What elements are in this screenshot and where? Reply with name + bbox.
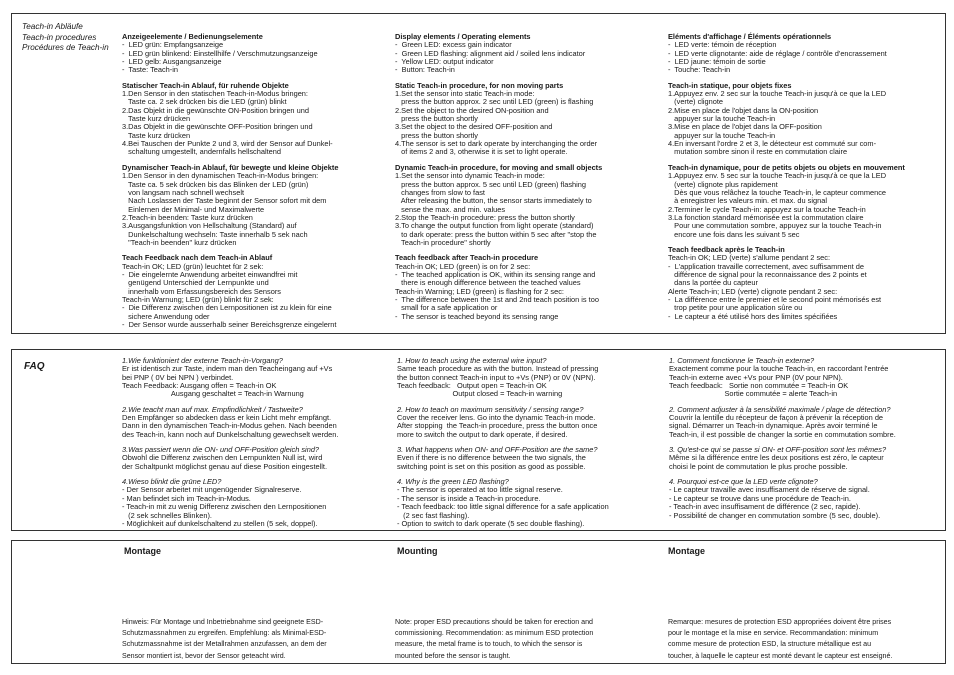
text-line: Taste kurz drücken [122,130,191,140]
faq-question: 1.Wie funktioniert der externe Teach-in-Vorgang? [122,356,283,365]
text-line: - The teached application is OK, within its sensing range and [395,269,596,279]
section-heading: Teach-in statique, pour objets fixes [668,80,792,90]
text-line: Taste ca. 2 sek drücken bis die LED (grün) blinkt [122,97,287,107]
text-line: 3.Mise en place de l'objet dans la OFF-position [668,122,822,132]
text-line: After stopping the Teach-in procedure, press the button once [397,421,598,431]
note-line: Remarque: mesures de protection ESD appropriées doivent être prises [668,618,892,626]
text-line: Teach-in procedure" shortly [395,237,491,247]
faq-question: 1. Comment fonctionne le Teach-in externe? [669,356,815,365]
section-label-de: Teach-in Abläufe [22,22,83,31]
text-line: des Teach-in, kann noch auf Dunkelschaltung gewechselt werden. [122,429,339,439]
text-line: appuyer sur la touche Teach-in [668,130,776,140]
text-line: - The sensor is operated at too little signal reserve. [397,485,563,495]
text-line: Same teach procedure as with the button. Instead of pressing [397,364,599,374]
text-line: - The sensor is teached beyond its sensing range [395,311,559,321]
note-line: Note: proper ESD precautions should be taken for erection and [395,618,593,626]
text-line: 4.En inversant l'ordre 2 et 3, le détecteur est commuté sur com- [668,139,877,149]
text-line: Teach Feedback: Ausgang offen = Teach-in OK [122,381,277,391]
text-line: sichere Anwendung oder [122,311,210,321]
text-line: 1.Set the sensor into static Teach-in mode: [395,89,535,99]
text-line: 1.Appuyez env. 2 sec sur la touche Teach-in jusqu'à ce que la LED [668,89,887,99]
section-heading: Dynamischer Teach-in Ablauf, für bewegte und kleine Objekte [122,162,339,172]
faq-label: FAQ [24,361,45,372]
faq-question: 4. Why is the green LED flashing? [397,477,509,487]
note-line: Schutzmassnahme ist der Metallrahmen anzufassen, an dem der [122,640,327,649]
text-line: press the button approx. 5 sec until LED (green) flashing [395,179,587,189]
text-line: changes from slow to fast [395,187,485,197]
text-line: - LED gelb: Ausgangsanzeige [122,57,222,67]
mounting-title-en: Mounting [397,546,438,556]
text-line: press the button approx. 2 sec until LED (green) is flashing [395,97,594,107]
text-line: Nach Loslassen der Taste beginnt der Sensor sofort mit dem [122,196,327,206]
section-heading: Teach feedback après le Teach-in [668,244,785,254]
text-line: 3.Das Objekt in die gewünschte OFF-Position bringen und [122,122,313,132]
text-line: - Yellow LED: output indicator [395,57,494,67]
text-line: encore une fois dans les suivant 5 sec [668,229,800,239]
note-line: measure, the metal frame is to touch, to which the sensor is [395,640,583,649]
text-line: Couvrir la lentille du récepteur de façon à prévenir la réception de [669,413,884,423]
text-line: 2.Teach-in beenden: Taste kurz drücken [122,212,253,222]
text-line: Obwohl die Differenz zwischen den Lernpunkten Null ist, wird [122,453,323,463]
text-line: Teach-in OK; LED (verte) s'allume pendant 2 sec: [668,253,831,263]
section-labels [22,22,109,54]
mounting-note-de [122,617,327,662]
text-line: Dann in den dynamischen Teach-in-Modus gehen. Nach beenden [122,421,337,431]
text-line: 4.The sensor is set to dark operate by interchanging the order [395,139,598,149]
column-english [395,33,602,321]
text-line: - Die Differenz zwischen den Lernpositionen ist zu klein für eine [122,303,332,313]
section-heading: Static Teach-in procedure, for non moving parts [395,80,564,90]
mounting-note-en [395,617,593,662]
mounting-title-de: Montage [124,546,161,556]
text-line: Taste kurz drücken [122,114,191,124]
text-line: 4.Bei Tauschen der Punkte 2 und 3, wird der Sensor auf Dunkel- [122,139,333,149]
text-line: genügend Unterschied der Lernpunkte und [122,278,269,288]
text-line: - Die eingelernte Anwendung arbeitet einwandfrei mit [122,269,298,279]
text-line: Even if there is no difference between the two signals, the [397,453,586,463]
text-line: - Button: Teach-in [395,65,455,75]
text-line: - Le capteur travaille avec insuffisament de réserve de signal. [669,485,870,495]
text-line: - Green LED: excess gain indicator [395,40,512,50]
text-line: 1.Den Sensor in den dynamischen Teach-in-Modus bringen: [122,171,319,181]
text-line: Teach feedback: Output open = Teach-in OK [397,381,547,391]
text-line: - Le capteur se trouve dans une procédure de Teach-in. [669,493,851,503]
text-line: Output closed = Teach-in warning [397,389,563,399]
text-line: - Green LED flashing: alignment aid / soiled lens indicator [395,48,586,58]
text-line: - LED verte clignotante: aide de réglage / contrôle d'encrassement [668,48,887,58]
text-line: 2.Das Objekt in die gewünschte ON-Position bringen und [122,105,309,115]
text-line: to dark operate: press the button within 5 sec after "stop the [395,229,597,239]
text-line: Teach-in OK; LED (grün) leuchtet für 2 sek: [122,261,264,271]
section-heading: Teach feedback after Teach-in procedure [395,253,539,263]
text-line: After releasing the button, the sensor starts immediately to [395,196,592,206]
text-line: (2 sek schnelles Blinken). [122,510,212,520]
text-line: more to switch the output to dark operate, if desired. [397,429,568,439]
text-line: - Möglichkeit auf dunkelschaltend zu stellen (5 sek, doppel). [122,518,318,528]
text-line: 2.Terminer le cycle Teach-in: appuyez sur la touche Teach-in [668,204,866,214]
note-line: Hinweis: Für Montage und Inbetriebnahme sind geeignete ESD- [122,618,324,626]
faq-column-german [122,357,338,528]
mounting-note-fr [668,617,892,662]
note-line: Sensor montiert ist, bevor der Sensor geteacht wird. [122,651,286,660]
section-heading: Anzeigeelemente / Bedienungselemente [122,32,263,41]
text-line: Pour une commutation sombre, appuyez sur la touche Teach-in [668,221,882,231]
text-line: Einlernen der Minimal- und Maximalwerte [122,204,265,214]
faq-question: 4. Pourquoi est-ce que la LED verte clignote? [669,477,818,487]
text-line: - LED grün blinkend: Einstellhilfe / Verschmutzungsanzeige [122,48,318,58]
text-line: Den Empfänger so abdecken dass er kein Licht mehr empfängt. [122,413,332,423]
note-line: toucher, à laquelle le capteur est monté devant le capteur est enseigné. [668,651,893,660]
text-line: - The difference between the 1st and 2nd teach position is too [395,294,599,304]
text-line: - Der Sensor wurde ausserhalb seiner Bereichsgrenze eingelernt [122,320,337,329]
text-line: von langsam nach schnell wechselt [122,187,245,197]
text-line: - L'application travaille correctement, avec suffisamment de [668,261,864,271]
text-line: différence de signal pour la reconnaissance des 2 points et [668,269,867,279]
text-line: - Le capteur a été utilisé hors des limites spécifiées [668,311,838,321]
text-line: bei PNP ( 0V bei NPN ) verbindet. [122,372,234,382]
text-line: press the button shortly [395,130,478,140]
text-line: Teach-in OK; LED (green) is on for 2 sec: [395,261,531,271]
text-line: - Touche: Teach-in [668,65,731,75]
text-line: - Teach-in avec insuffisament de différence (2 sec, rapide). [669,502,861,512]
text-line: dans la portée du capteur [668,278,758,288]
text-line: 2.Stop the Teach-in procedure: press the button shortly [395,212,575,222]
text-line: Er ist identisch zur Taste, indem man den Teacheingang auf +Vs [122,364,333,374]
text-line: - Taste: Teach-in [122,65,179,75]
note-line: pour le montage et la mise en service. Recommandation: minimum [668,629,879,638]
section-heading: Dynamic Teach-in procedure, for moving and small objects [395,162,603,172]
text-line: switching point is set on this position as good as possible. [397,461,586,471]
text-line: 2.Set the object to the desired ON-position and [395,105,549,115]
text-line: there is enough difference between the teached values [395,278,581,288]
faq-column-french [669,357,896,520]
section-heading: Display elements / Operating elements [395,32,531,41]
text-line: Teach-in Warnung; LED (grün) blinkt für 2 sek: [122,294,274,304]
text-line: - Teach feedback: too little signal difference for a safe application [397,502,609,512]
text-line: (verte) clignote [668,97,724,107]
text-line: 3.Set the object to the desired OFF-position and [395,122,553,132]
text-line: Teach-in externe avec +Vs pour PNP (0V pour NPN). [669,372,843,382]
faq-question: 2. Comment adjuster à la sensibilité maximale / plage de détection? [669,404,891,414]
text-line: (verte) clignote plus rapidement [668,179,778,189]
note-line: commissioning. Recommendation: as minimum ESD protection [395,629,594,638]
text-line: "Teach-in beenden" kurz drücken [122,237,237,247]
faq-question: 4.Wieso blinkt die grüne LED? [122,477,222,487]
section-heading: Teach Feedback nach dem Teach-in Ablauf [122,253,273,263]
text-line: 3.La fonction standard mémorisée est la commutation claire [668,212,864,222]
faq-question: 3.Was passiert wenn die ON- und OFF-Position gleich sind? [122,445,320,455]
text-line: - LED verte: témoin de réception [668,40,777,50]
text-line: of items 2 and 3, otherwise it is set to light operate. [395,147,568,157]
text-line: the button connect Teach-in input to +Vs (PNP) or 0V (NPN). [397,372,596,382]
faq-question: 3. What happens when ON- and OFF-Position are the same? [397,445,598,455]
section-heading: Statischer Teach-in Ablauf, für ruhende Objekte [122,80,289,90]
text-line: appuyer sur la touche Teach-in [668,114,776,124]
note-line: comme mesure de protection ESD, la structure métallique est au [668,640,872,649]
section-heading: Teach-in dynamique, pour de petits objets ou objets en mouvement [668,162,905,172]
faq-question: 1. How to teach using the external wire input? [397,356,547,365]
text-line: Dès que vous relâchez la touche Teach-in, le capteur commence [668,187,887,197]
column-german [122,33,338,329]
text-line: Ausgang geschaltet = Teach-in Warnung [122,389,304,399]
text-line: 3.To change the output function from light operate (standard) [395,221,594,231]
text-line: small for a safe application or [395,303,498,313]
text-line: Cover the receiver lens. Go into the dynamic Teach-in mode. [397,413,596,423]
mounting-title-fr: Montage [668,546,705,556]
section-heading: Eléments d'affichage / Éléments opérationnels [668,32,832,41]
text-line: Teach-in, il est possible de changer la sortie en commutation sombre. [669,429,896,439]
faq-question: 3. Qu'est-ce qui se passe si ON- et OFF-position sont les mêmes? [669,445,887,455]
text-line: trop petite pour une application sûre ou [668,303,803,313]
text-line: sense the max. and min. values [395,204,506,214]
text-line: press the button shortly [395,114,478,124]
text-line: - Man befindet sich im Teach-in-Modus. [122,493,251,503]
text-line: - Option to switch to dark operate (5 sec double flashing). [397,518,585,528]
text-line: choisi le point de commutation le plus proche possible. [669,461,848,471]
text-line: - Der Sensor arbeitet mit ungenügender Signalreserve. [122,485,302,495]
faq-column-english [397,357,609,528]
text-line: Exactement comme pour la touche Teach-in, en raccordant l'entrée [669,364,889,374]
text-line: 1.Den Sensor in den statischen Teach-in-Modus bringen: [122,89,308,99]
text-line: innerhalb vom Erfassungsbereich des Sensors [122,286,281,296]
faq-question: 2. How to teach on maximum sensitivity / sensing range? [397,404,584,414]
section-label-fr: Procédures de Teach-in [22,43,109,52]
section-label-en: Teach-in procedures [22,32,97,42]
text-line: - LED grün: Empfangsanzeige [122,40,224,50]
column-french [668,33,905,321]
text-line: - Teach-in mit zu wenig Differenz zwischen den Lernpositionen [122,502,327,512]
text-line: - Possibilité de changer en commutation sombre (5 sec, double). [669,510,881,520]
text-line: 1.Appuyez env. 5 sec sur la touche Teach-in jusqu'à ce que la LED [668,171,887,181]
text-line: Alerte Teach-in; LED (verte) clignote pendant 2 sec: [668,286,838,296]
text-line: 1.Set the sensor into dynamic Teach-in mode: [395,171,545,181]
text-line: - The sensor is inside a Teach-in procedure. [397,493,541,503]
text-line: Teach feedback: Sortie non commutée = Teach-in OK [669,381,849,391]
note-line: Schutzmassnahmen zu ergreifen. Empfehlung: als Minimal-ESD- [122,629,327,638]
text-line: schaltung umgestellt, andernfalls hellschaltend [122,147,281,157]
text-line: - LED jaune: témoin de sortie [668,57,766,67]
text-line: (2 sec fast flashing). [397,510,470,520]
text-line: der Schaltpunkt möglichst genau auf diese Position eingestellt. [122,461,328,471]
text-line: - La différence entre le premier et le second point mémorisés est [668,294,882,304]
text-line: Teach-in Warning; LED (green) is flashing for 2 sec: [395,286,564,296]
text-line: 2.Mise en place de l'objet dans la ON-position [668,105,819,115]
text-line: à enregistrer les valeurs min. et max. du signal [668,196,827,206]
text-line: Sortie commutée = alerte Teach-in [669,389,838,399]
text-line: signal. Démarrer un Teach-in dynamique. Après avoir terminé le [669,421,878,431]
text-line: Même si la différence entre les deux positions est zéro, le capteur [669,453,884,463]
text-line: Dunkelschaltung wechseln: Taste innerhalb 5 sek nach [122,229,308,239]
faq-question: 2.Wie teacht man auf max. Empfindlichkeit / Tastweite? [122,404,303,414]
text-line: Taste ca. 5 sek drücken bis das Blinken der LED (grün) [122,179,309,189]
text-line: mutation sombre sinon il reste en commutation claire [668,147,848,157]
text-line: 3.Ausgangsfunktion von Hellschaltung (Standard) auf [122,221,297,231]
note-line: mounted before the sensor is taught. [395,651,511,660]
